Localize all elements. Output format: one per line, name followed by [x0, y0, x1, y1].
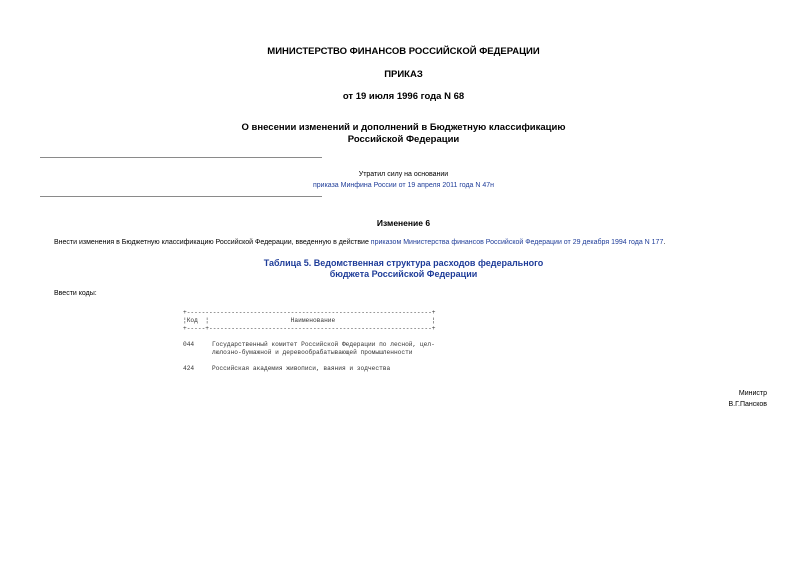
change-text: Внести изменения в Бюджетную классификацию Российской Федерации, введенную в действие — [54, 239, 371, 246]
doc-title-line1: О внесении изменений и дополнений в Бюджетную классификацию — [241, 122, 566, 133]
signature-name: В.Г.Пансков — [728, 401, 767, 408]
doc-date-number: от 19 июля 1996 года N 68 — [342, 91, 465, 102]
table-row-code: 424 — [183, 365, 195, 372]
validity-note: Утратил силу на основании — [358, 171, 449, 178]
change-heading: Изменение 6 — [376, 218, 431, 228]
table-border-top: +------------------------------------------------------------------+ — [183, 309, 436, 316]
enter-codes-label: Ввести коды: — [54, 290, 97, 297]
table-row-name: Российская академия живописи, ваяния и зодчества — [212, 365, 391, 372]
doc-type: ПРИКАЗ — [384, 69, 423, 80]
table-header-row: ¦Код ¦ Наименование ¦ — [183, 317, 436, 324]
table-row-code: 044 — [183, 341, 195, 348]
change-text-end: . — [663, 239, 666, 246]
validity-link[interactable]: приказа Минфина России от 19 апреля 2011 года N 47н — [312, 182, 495, 189]
order-177-link[interactable]: приказом Министерства финансов Российской Федерации от 29 декабря 1994 года N 177 — [370, 239, 664, 246]
signature-position: Министр — [738, 390, 767, 397]
table-row-name: Государственный комитет Российской Федерации по лесной, цел- — [212, 341, 435, 348]
change-paragraph — [54, 239, 665, 246]
doc-title-line2: Российской Федерации — [347, 134, 460, 145]
ministry-title: МИНИСТЕРСТВО ФИНАНСОВ РОССИЙСКОЙ ФЕДЕРАЦИИ — [267, 46, 540, 57]
table-border-mid: +-----+------------------------------------------------------------+ — [183, 325, 436, 332]
table-title-line1: Таблица 5. Ведомственная структура расходов федерального — [263, 258, 544, 268]
divider-bottom — [40, 196, 322, 197]
divider-top — [40, 157, 322, 158]
table-title-line2: бюджета Российской Федерации — [329, 269, 478, 279]
table-row-name-cont: люлозно-бумажной и деревообрабатывающей промышленности — [212, 349, 413, 356]
